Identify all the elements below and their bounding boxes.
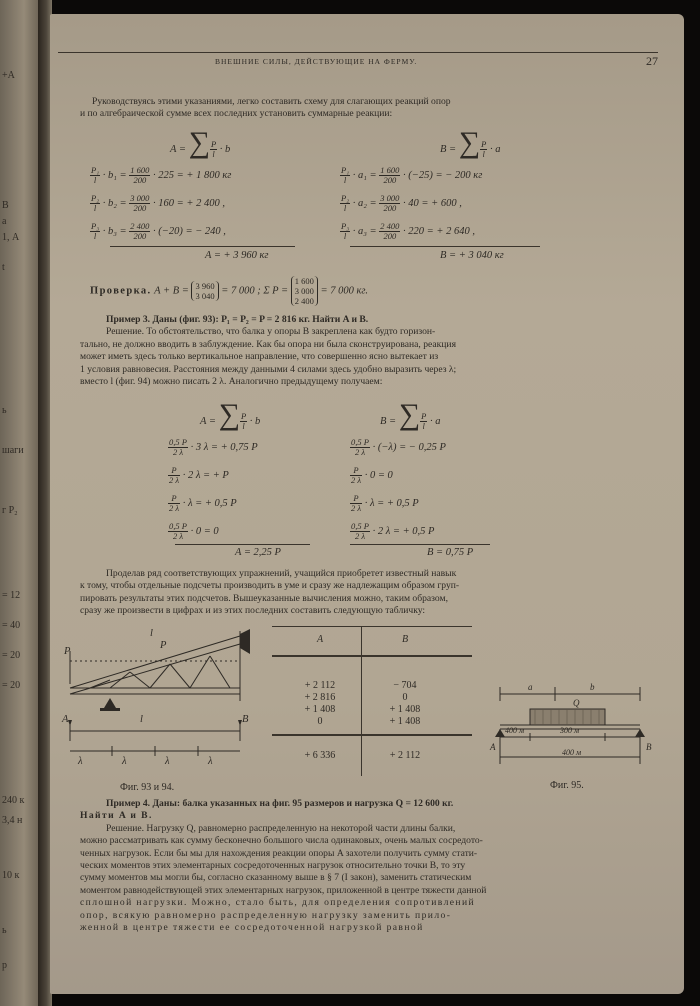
text-line: Пример 4. Даны: балка указанных на фиг. 95 размеров и нагрузка Q = 12 600 кг.: [106, 798, 454, 809]
formula-A-head: A = ∑ $\frac{P}{l}$ · b: [170, 126, 231, 160]
practice-paragraph: [80, 568, 650, 618]
formula-row-B: $\frac{\text{P₃}}{l}$ · a₃ = $\frac{2 400}{200}$ · 220 = + 2 640 ,: [341, 221, 475, 241]
intro-paragraph: [80, 96, 650, 121]
fig93-label: B: [242, 714, 249, 725]
fig93-label: λ: [122, 756, 127, 767]
fig95-label: Q: [573, 698, 580, 708]
fig93-label: l: [140, 714, 143, 725]
formula-row-B2: $\frac{0,5 P}{2 \lambda}$ · 2 λ = + 0,5 P: [351, 521, 435, 541]
table-cell-B: + 1 408: [389, 704, 421, 715]
formula-row-B2: $\frac{0,5 P}{2 \lambda}$ · (−λ) = − 0,25 P: [351, 437, 446, 457]
fig95-label: a: [528, 682, 533, 692]
text-line: пировать результаты этих подсчетов. Вышеуказанные вычисления можно, таким образом,: [80, 592, 448, 604]
result-A: A = + 3 960 кг: [205, 250, 269, 261]
fig93-label: A: [62, 714, 69, 725]
example4-paragraph: [80, 798, 650, 934]
formula-row-A: $\frac{\text{P₂}}{l}$ · b₂ = $\frac{3 000}{200}$ · 160 = + 2 400 ,: [91, 193, 225, 213]
result-B: B = + 3 040 кг: [440, 250, 504, 261]
previous-page-edge: [0, 0, 40, 1006]
header-rule: [58, 52, 658, 53]
prev-page-fragment: 240 к: [2, 795, 25, 806]
formula-row-B: $\frac{\text{P₁}}{l}$ · a₁ = $\frac{1 600}{200}$ · (−25) = − 200 кг: [341, 165, 483, 185]
formula-row-A2: $\frac{P}{2 \lambda}$ · 2 λ = + P: [169, 465, 229, 485]
fig95-label: A: [490, 742, 496, 752]
sum-rule: [350, 544, 490, 545]
fig93-label: λ: [165, 756, 170, 767]
fig93-label: l: [150, 628, 153, 639]
prev-page-fragment: 3,4 н: [2, 815, 23, 826]
fig93-label: P: [64, 646, 71, 657]
text-line: сумму моментов мы могли бы, согласно сказанному выше в § 7 (I закон), заменить статическим: [80, 872, 472, 884]
text-line: Пример 3. Даны (фиг. 93): P₁ = P₂ = P = 2 816 кг. Найти A и B.: [106, 314, 369, 325]
check-line: Проверка. A + B = 3 960 3 040 = 7 000 ; Σ P = 1 600 3 000 2 400 = 7 000 кг.: [90, 276, 368, 306]
text-line: моментом равнодействующей этих элементарных нагрузок, приложенной в центре тяжести данной: [80, 884, 487, 896]
table-cell-B: 0: [402, 692, 408, 703]
text-line: женной в центре тяжести ее сосредоточенной нагрузкой равной: [80, 922, 424, 934]
formula-A2-head: A = ∑ $\frac{P}{l}$ · b: [200, 398, 261, 432]
formula-row-B2: $\frac{P}{2 \lambda}$ · 0 = 0: [351, 465, 393, 485]
text-line: тально, не должно вводить в заблуждение. Как бы опора ни была сконструирована, реакция: [80, 338, 456, 350]
sum-rule: [110, 246, 295, 247]
table-header-A: A: [316, 634, 324, 645]
text-line: сплошной нагрузки. Можно, стало быть, для определения сопротивлений: [80, 897, 476, 909]
prev-page-fragment: = 20: [2, 650, 21, 661]
prev-page-fragment: г Р₂: [2, 505, 18, 516]
formula-row-A2: $\frac{P}{2 \lambda}$ · λ = + 0,5 P: [169, 493, 237, 513]
page-number: 27: [646, 54, 658, 68]
prev-page-fragment: р: [2, 960, 7, 971]
table-divider: [361, 626, 362, 776]
running-title: ВНЕШНИЕ СИЛЫ, ДЕЙСТВУЮЩИЕ НА ФЕРМУ.: [215, 57, 418, 66]
prev-page-fragment: шаги: [2, 445, 24, 456]
fig93-label: P: [160, 640, 167, 651]
formula-row-A2: $\frac{0,5 P}{2 \lambda}$ · 3 λ = + 0,75 P: [169, 437, 258, 457]
table-cell-A: + 2 816: [304, 692, 336, 703]
text-line: ченных нагрузок. Если бы мы для нахождения реакции опоры A захотели получить сумму стати-: [80, 847, 478, 859]
table-total-B: + 2 112: [389, 750, 421, 761]
text-line: опор, всякую равномерно распределенную нагрузку заменить прило-: [80, 909, 452, 921]
sum-rule: [350, 246, 540, 247]
text-line: к тому, чтобы отдельные подсчеты производить в уме и сразу же надлежащим образом груп-: [80, 580, 460, 592]
example3-paragraph: [80, 314, 650, 388]
text-line: 1 условия равновесия. Расстояния между данными 4 силами здесь удобно выразить через λ;: [80, 363, 457, 375]
prev-page-fragment: +A: [2, 70, 15, 81]
book-page: [50, 14, 684, 994]
figure-93-caption: Фиг. 93 и 94.: [120, 782, 175, 793]
prev-page-fragment: ь: [2, 405, 7, 416]
text-line: Решение. Нагрузку Q, равномерно распределенную на некоторой части длины балки,: [106, 822, 456, 834]
result-A2: A = 2,25 P: [235, 547, 281, 558]
table-cell-B: + 1 408: [389, 716, 421, 727]
text-line: сразу же произвести в цифрах и из этих последних составить следующую табличку:: [80, 605, 426, 617]
formula-row-A2: $\frac{0,5 P}{2 \lambda}$ · 0 = 0: [169, 521, 219, 541]
table-cell-A: + 2 112: [304, 680, 336, 691]
prev-page-fragment: = 12: [2, 590, 21, 601]
prev-page-fragment: = 40: [2, 620, 21, 631]
fig95-label: 300 м: [560, 726, 580, 735]
formula-row-B2: $\frac{P}{2 \lambda}$ · λ = + 0,5 P: [351, 493, 419, 513]
table-cell-A: 0: [317, 716, 323, 727]
text-line: может иметь здесь только вертикальное направление, что совершенно ясно вытекает из: [80, 351, 439, 363]
text-line: Руководствуясь этими указаниями, легко составить схему для слагающих реакций опор: [92, 96, 451, 107]
text-line: можно рассматривать как сумму бесконечно большого числа одинаковых, очень малых сосредото-: [80, 835, 483, 847]
prev-page-fragment: а: [2, 216, 7, 227]
formula-row-A: $\frac{\text{P₁}}{l}$ · b₁ = $\frac{1 600}{200}$ · 225 = + 1 800 кг: [91, 165, 232, 185]
prev-page-fragment: 1, А: [2, 232, 20, 243]
text-line: Проделав ряд соответствующих упражнений, учащийся приобретет известный навык: [106, 568, 457, 579]
formula-B-head: B = ∑ $\frac{P}{l}$ · a: [440, 126, 501, 160]
fig93-label: λ: [208, 756, 213, 767]
fig95-label: b: [590, 682, 595, 692]
formula-row-B: $\frac{\text{P₂}}{l}$ · a₂ = $\frac{3 000}{200}$ · 40 = + 600 ,: [341, 193, 462, 213]
figure-95-caption: Фиг. 95.: [550, 780, 584, 791]
prev-page-fragment: ь: [2, 925, 7, 936]
prev-page-fragment: В: [2, 200, 9, 211]
fig93-label: λ: [78, 756, 83, 767]
formula-B2-head: B = ∑ $\frac{P}{l}$ · a: [380, 398, 441, 432]
table-header-B: B: [401, 634, 409, 645]
table-cell-B: − 704: [393, 680, 417, 691]
fig95-label: 400 м: [505, 726, 525, 735]
formula-row-A: $\frac{\text{P₃}}{l}$ · b₃ = $\frac{2 400}{200}$ · (−20) = − 240 ,: [91, 221, 226, 241]
text-line: Решение. То обстоятельство, что балка у опоры B закреплена как будто горизон-: [106, 326, 436, 338]
sum-rule: [175, 544, 310, 545]
table-cell-A: + 1 408: [304, 704, 336, 715]
table-rule-total: [272, 734, 472, 736]
fig95-label: B: [646, 742, 652, 752]
text-line: ческих моментов этих элементарных сосредоточенных нагрузок относительно точки B, то эту: [80, 860, 466, 872]
result-B2: B = 0,75 P: [427, 547, 474, 558]
prev-page-fragment: 10 к: [2, 870, 20, 881]
table-total-A: + 6 336: [304, 750, 336, 761]
fig95-label: 400 м: [562, 748, 582, 757]
table-rule-top: [272, 626, 472, 627]
prev-page-fragment: = 20: [2, 680, 21, 691]
text-line: и по алгебраической сумме всех последних установить суммарные реакции:: [80, 108, 393, 120]
text-line: Найти A и B.: [80, 810, 153, 822]
table-rule-header: [272, 655, 472, 657]
distributed-load: [530, 709, 605, 725]
prev-page-fragment: t: [2, 262, 5, 273]
text-line: вместо l (фиг. 94) можно писать 2 λ. Аналогично предыдущему получаем:: [80, 376, 383, 388]
